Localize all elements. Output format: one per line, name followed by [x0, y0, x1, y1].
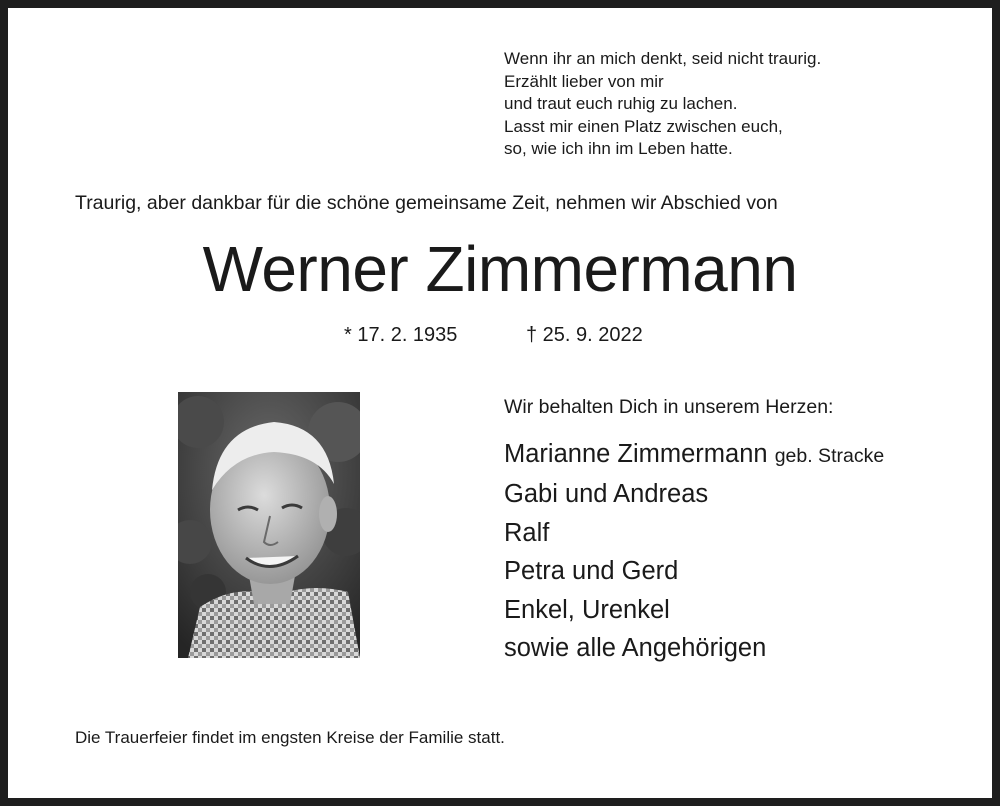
death-date: † 25. 9. 2022 [526, 324, 643, 346]
mourners-list [504, 435, 884, 667]
poem-line: und traut euch ruhig zu lachen. [504, 94, 738, 114]
intro-text: Traurig, aber dankbar für die schöne gemeinsame Zeit, nehmen wir Abschied von [75, 192, 778, 214]
poem-line: Wenn ihr an mich denkt, seid nicht traurig. [504, 49, 822, 68]
poem [504, 48, 821, 161]
birth-date: * 17. 2. 1935 [344, 324, 458, 346]
mourner-entry: Petra und Gerd [504, 557, 679, 586]
mourner-entry: sowie alle Angehörigen [504, 634, 767, 663]
mourner-entry: Gabi und Andreas [504, 480, 709, 509]
poem-line: so, wie ich ihn im Leben hatte. [504, 139, 733, 159]
poem-line: Erzählt lieber von mir [504, 71, 664, 91]
service-note: Die Trauerfeier findet im engsten Kreise der Familie statt. [75, 728, 505, 747]
portrait-photo-icon [178, 392, 360, 658]
portrait-photo [178, 392, 360, 658]
mourner-entry [504, 435, 884, 475]
poem-line: Lasst mir einen Platz zwischen euch, [504, 116, 783, 136]
deceased-name: Werner Zimmermann [202, 233, 798, 305]
mourners-heading: Wir behalten Dich in unserem Herzen: [504, 396, 834, 418]
maiden-name: geb. Stracke [774, 445, 885, 467]
mourner-entry: Ralf [504, 518, 550, 547]
mourner-entry: Enkel, Urenkel [504, 595, 670, 624]
mourner-name: Marianne Zimmermann [504, 440, 768, 468]
